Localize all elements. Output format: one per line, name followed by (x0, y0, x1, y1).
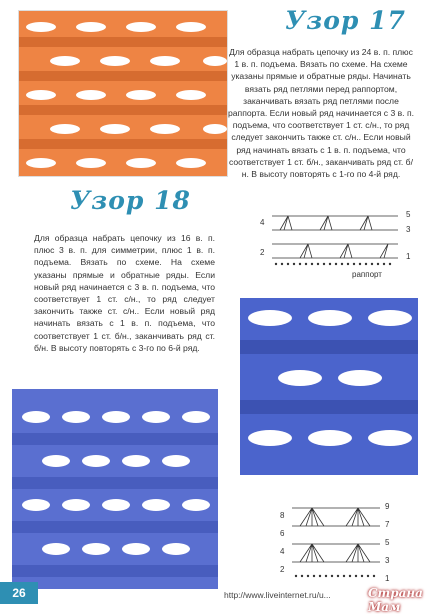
pattern17-row-2: 2 (260, 248, 265, 257)
blue-swatch-texture (12, 389, 218, 589)
pattern18-description: Для образца набрать цепочку из 16 в. п. плюс 3 в. п. для симметрии, плюс 1 в. п. подъема. Вязать по схеме. На схеме указаны прямые и обратные ряды. Если новый ряд начинается с 3 в. п. подъема, что соответствует 1 ст. с/н., то ряд следует закончить также ст. с/н.. Если новый ряд начинать вязать с 1 в. п. подъема, что соответствует 1 ст. б/н., заканчивать ряд ст. б/н. В высоту повторять с 3-го по 6-й ряд. (34, 233, 215, 353)
pattern18-row-2: 2 (280, 565, 285, 574)
pattern18-title: Узор 18 (70, 186, 191, 215)
pattern17-swatch-photo (18, 10, 228, 177)
blue-closeup-texture (240, 298, 418, 475)
pattern18-row-8: 8 (280, 511, 285, 520)
pattern18-row-7: 7 (385, 520, 390, 529)
pattern18-row-3: 3 (385, 556, 390, 565)
pattern18-row-6: 6 (280, 529, 285, 538)
pattern18-swatch-photo (12, 389, 218, 589)
site-logo: Страна Мам (368, 586, 423, 614)
footer-url[interactable]: http://www.liveinternet.ru/u... (224, 590, 331, 600)
pattern17-rapport-label: раппорт (352, 270, 382, 279)
pattern18-row-1: 1 (385, 574, 390, 583)
pattern17-row-5: 5 (406, 210, 411, 219)
orange-swatch-texture (19, 11, 227, 176)
crochet-chart-18 (290, 498, 382, 586)
pattern17-title: Узор 17 (285, 6, 406, 35)
pattern17-row-4: 4 (260, 218, 265, 227)
pattern18-row-9: 9 (385, 502, 390, 511)
pattern18-row-4: 4 (280, 547, 285, 556)
pattern18-diagram (290, 498, 382, 586)
pattern17-description: Для образца набрать цепочку из 24 в. п. плюс 1 в. п. подъема. Вязать по схеме. На схеме указаны прямые и обратные ряды. Начинать вязать ряд петлями перед раппортом, заканчивать вязать ряд петлями после раппорта. Если новый ряд начинается с 3 в. п. подъема, что соответствует 1 ст. с/н., то ряд следует закончить также ст. с/н.. Если новый ряд начинать вязать с 1 в. п. подъема, что соответствует 1 ст. б/н., заканчивать ряд ст. б/н. В высоту повторять с 1-го по 4-й ряд. (228, 47, 415, 180)
crochet-chart-17 (270, 208, 400, 270)
pattern17-diagram (270, 208, 400, 270)
pattern17-row-3: 3 (406, 225, 411, 234)
page-number: 26 (0, 582, 38, 604)
pattern18-swatch-photo-closeup (240, 298, 418, 475)
pattern17-row-1: 1 (406, 252, 411, 261)
pattern18-row-5: 5 (385, 538, 390, 547)
